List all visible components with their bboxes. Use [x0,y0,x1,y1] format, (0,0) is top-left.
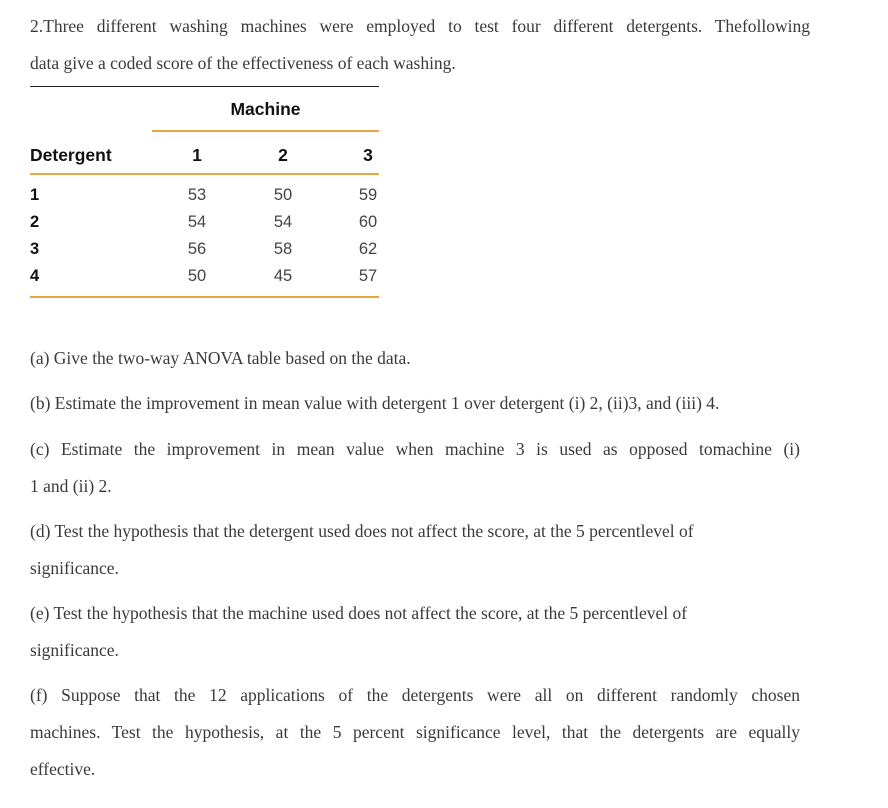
data-table [30,86,379,299]
question-a-text: (a) Give the two-way ANOVA table based on the data. [30,348,411,368]
detergent-label: 3 [30,240,40,258]
question-f-line-1: (f) Suppose that the 12 applications of the detergents were all on different randomly chosen [30,685,800,705]
table-cell: 58 [273,240,293,258]
table-row [30,267,379,289]
detergent-label: 2 [30,213,40,231]
machine-header: Machine [230,99,301,119]
detergent-label: 1 [30,186,40,204]
table-cell: 50 [187,267,207,285]
intro-line-1: 2.Three different washing machines were employed to test four different detergents. Thefollowing [30,16,810,36]
table-cell: 60 [358,213,378,231]
table-cell: 57 [358,267,378,285]
machine-header-rule [152,130,379,132]
intro-line-2: data give a coded score of the effectiveness of each washing. [30,53,456,73]
table-cell: 62 [358,240,378,258]
detergent-label: 4 [30,267,40,285]
table-cell: 56 [187,240,207,258]
question-e [30,595,800,669]
question-f-line-2: machines. Test the hypothesis, at the 5 percent significance level, that the detergents are equally [30,722,800,742]
question-d [30,513,800,587]
machine-col-2: 2 [278,145,288,165]
question-c [30,431,800,505]
detergent-header: Detergent [30,145,112,165]
question-b [30,385,800,422]
question-c-line-1: (c) Estimate the improvement in mean value when machine 3 is used as opposed tomachine (i) [30,439,800,459]
question-a [30,340,800,377]
question-f-line-3: effective. [30,759,96,779]
machine-col-3: 3 [363,145,373,165]
table-cell: 50 [273,186,293,204]
table-bottom-rule [30,296,379,298]
machine-col-1: 1 [192,145,202,165]
table-row [30,213,379,235]
table-cell: 53 [187,186,207,204]
question-b-text: (b) Estimate the improvement in mean value with detergent 1 over detergent (i) 2, (ii)3, and (iii) 4. [30,393,720,413]
table-row [30,240,379,262]
question-e-line-2: significance. [30,640,119,660]
question-c-line-2: 1 and (ii) 2. [30,476,112,496]
table-cell: 54 [187,213,207,231]
table-cell: 54 [273,213,293,231]
problem-intro [30,8,810,82]
table-header-row [30,145,379,167]
table-top-rule [30,86,379,87]
question-d-line-1: (d) Test the hypothesis that the detergent used does not affect the score, at the 5 percentlevel of [30,521,694,541]
question-f [30,677,800,788]
table-cell: 59 [358,186,378,204]
header-rule [30,173,379,175]
table-cell: 45 [273,267,293,285]
question-d-line-2: significance. [30,558,119,578]
table-row [30,186,379,208]
question-e-line-1: (e) Test the hypothesis that the machine used does not affect the score, at the 5 percentlevel of [30,603,688,623]
